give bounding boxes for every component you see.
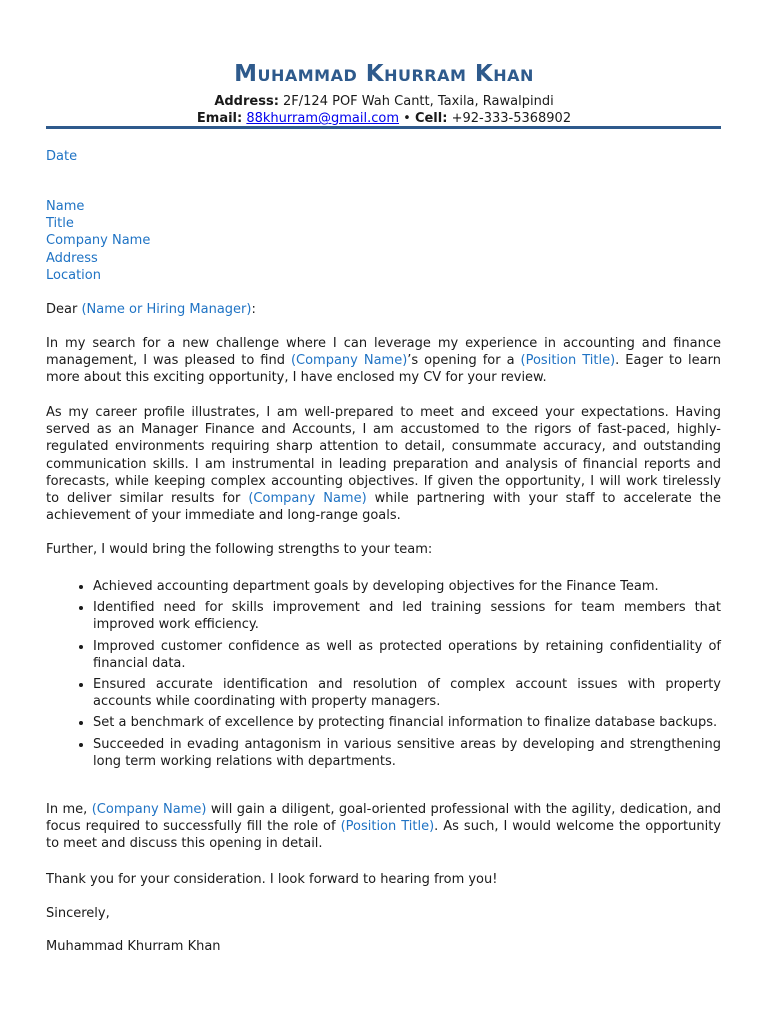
paragraph-value xyxy=(46,801,721,853)
p3-company: (Company Name) xyxy=(91,802,207,817)
list-item: • Improved customer confidence as well as protected operations by retaining confidentiality of financial data. xyxy=(93,638,721,672)
p3-text-2: will gain a diligent, goal-oriented professional with the agility, dedication, and focus required to successfully fill the role of xyxy=(46,802,721,835)
address-label: Address: xyxy=(214,94,279,109)
email-label: Email: xyxy=(196,111,243,126)
p1-text-1: In my search for a new challenge where I can leverage my experience in accounting and finance management, I was pleased to find xyxy=(46,336,721,369)
recipient-title: Title xyxy=(46,216,74,232)
address-value: 2F/124 POF Wah Cantt, Taxila, Rawalpindi xyxy=(283,94,554,109)
list-item: • Identified need for skills improvement and led training sessions for team members that improved work efficiency. xyxy=(93,599,721,633)
address-line xyxy=(0,93,768,110)
paragraph-profile xyxy=(46,404,721,524)
p1-company: (Company Name) xyxy=(290,353,408,369)
p2-company: (Company Name) xyxy=(248,491,367,507)
p3-text-3: . As such, I would welcome the opportunity to meet and discuss this opening in detail. xyxy=(46,819,721,852)
p1-position: (Position Title) xyxy=(520,353,616,369)
recipient-location: Location xyxy=(46,267,101,283)
email-link[interactable]: 88khurram@gmail.com xyxy=(246,111,399,126)
thanks-line: Thank you for your consideration. I look forward to hearing from you! xyxy=(46,872,498,887)
salutation xyxy=(46,301,721,318)
recipient-block xyxy=(46,198,721,284)
recipient-company: Company Name xyxy=(46,233,151,249)
signature-name: Muhammad Khurram Khan xyxy=(46,939,221,954)
paragraph-intro xyxy=(46,335,721,387)
recipient-name: Name xyxy=(46,199,85,214)
strengths-list xyxy=(46,578,721,774)
list-item: • Achieved accounting department goals by developing objectives for the Finance Team. xyxy=(93,578,721,595)
salutation-recipient: (Name or Hiring Manager) xyxy=(81,302,252,317)
p1-text-3: . Eager to learn more about this exciting opportunity, I have enclosed my CV for your review. xyxy=(46,353,721,386)
date-placeholder: Date xyxy=(46,149,78,164)
cell-value: +92-333-5368902 xyxy=(451,111,572,126)
p2-text-1: As my career profile illustrates, I am well-prepared to meet and exceed your expectations. Having served as an Manager Finance and Accounts, I am accustomed to the rigors of fast-paced, highly-regulated environments requiring sharp attention to detail, consummate accuracy, and outstanding communication skills. I am instrumental in leading preparation and analysis of financial reports and forecasts, while keeping complex accounting objectives. If given the opportunity, I will work tirelessly to deliver similar results for xyxy=(46,405,721,507)
header-divider xyxy=(46,126,721,129)
salutation-prefix: Dear xyxy=(46,302,82,317)
p1-text-2: ’s opening for a xyxy=(407,353,521,369)
closing: Sincerely, xyxy=(46,906,110,921)
cell-label: Cell: xyxy=(414,111,448,126)
salutation-suffix: : xyxy=(251,302,256,317)
strengths-intro: Further, I would bring the following strengths to your team: xyxy=(46,542,433,557)
p2-text-2: while partnering with your staff to accelerate the achievement of your immediate and long-range goals. xyxy=(46,491,721,524)
contact-line xyxy=(0,110,768,127)
p3-text-1: In me, xyxy=(46,802,92,817)
list-item: • Ensured accurate identification and resolution of complex account issues with property accounts while coordinating with property managers. xyxy=(93,676,721,710)
p3-position: (Position Title) xyxy=(340,819,435,835)
list-item: • Succeeded in evading antagonism in various sensitive areas by developing and strengthening long term working relations with departments. xyxy=(93,736,721,770)
separator-bullet: • xyxy=(403,111,411,126)
list-item: • Set a benchmark of excellence by protecting financial information to finalize database backups. xyxy=(93,714,721,731)
applicant-name: Muhammad Khurram Khan xyxy=(234,61,534,87)
recipient-address: Address xyxy=(46,250,98,266)
